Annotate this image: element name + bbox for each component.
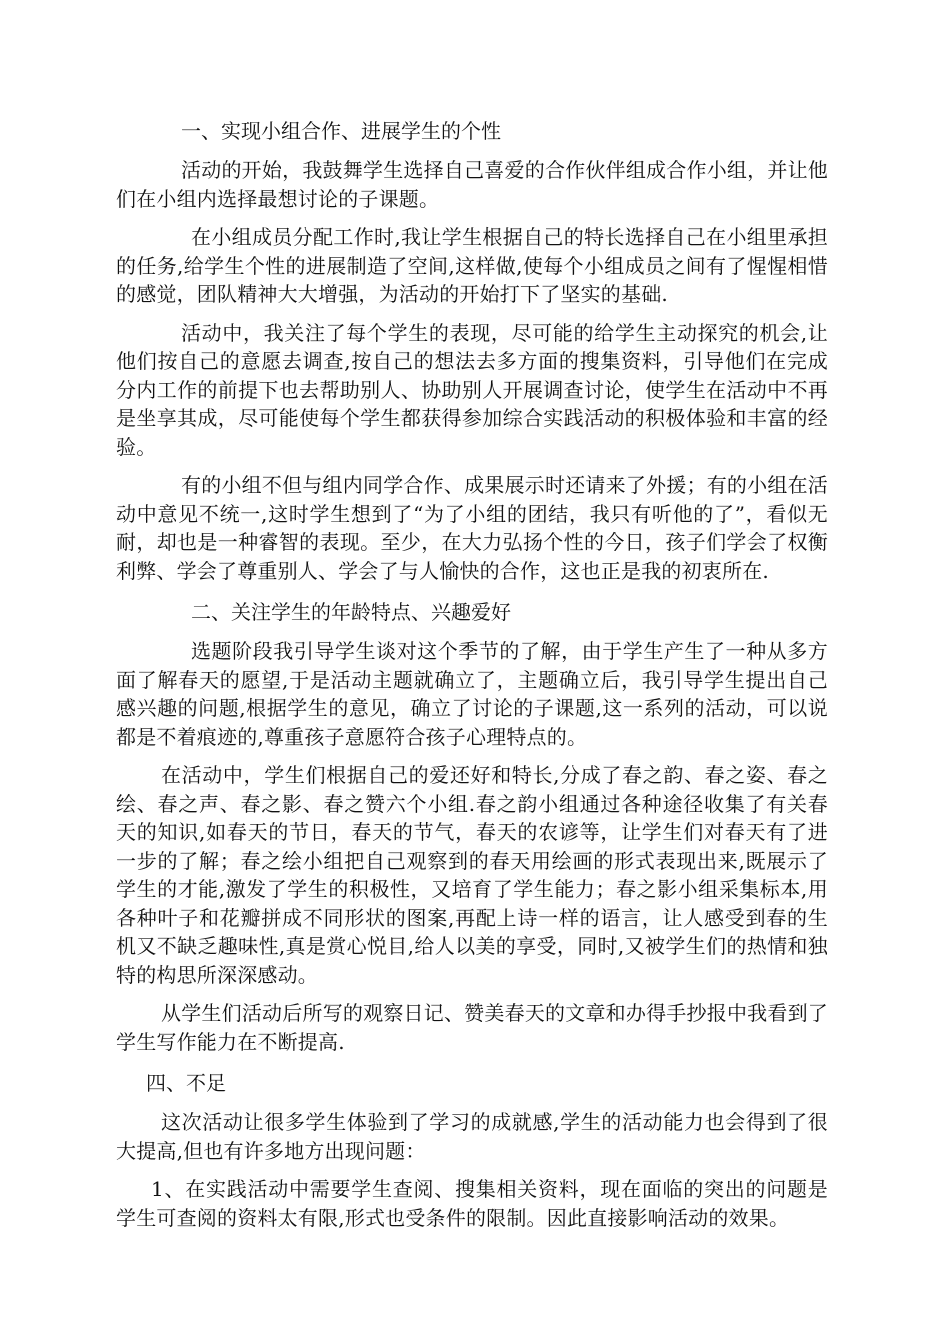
paragraph-8: 这次活动让很多学生体验到了学习的成就感,学生的活动能力也会得到了很大提高,但也有许多地方出现问题： (116, 1110, 828, 1163)
paragraph-2: 在小组成员分配工作时,我让学生根据自己的特长选择自己在小组里承担的任务,给学生个性的进展制造了空间,这样做,使每个小组成员之间有了惺惺相惜的感觉，团队精神大大增强，为活动的开始打下了坚实的基础. (116, 225, 828, 306)
paragraph-3: 活动中，我关注了每个学生的表现，尽可能的给学生主动探究的机会,让他们按自己的意愿去调查,按自己的想法去多方面的搜集资料，引导他们在完成分内工作的前提下也去帮助别人、协助别人开展调查讨论，使学生在活动中不再是坐享其成，尽可能使每个学生都获得参加综合实践活动的积极体验和丰富的经验。 (116, 320, 828, 459)
section-heading-1: 一、实现小组合作、进展学生的个性 (181, 119, 501, 143)
paragraph-1: 活动的开始，我鼓舞学生选择自己喜爱的合作伙伴组成合作小组，并让他们在小组内选择最想讨论的子课题。 (116, 158, 828, 211)
paragraph-4: 有的小组不但与组内同学合作、成果展示时还请来了外援；有的小组在活动中意见不统一,这时学生想到了“为了小组的团结，我只有听他的了”，看似无耐，却也是一种睿智的表现。至少，在大力弘扬个性的今日，孩子们学会了权衡利弊、学会了尊重别人、学会了与人愉快的合作，这也正是我的初衷所在. (116, 473, 828, 583)
section-heading-4: 四、不足 (146, 1071, 226, 1095)
paragraph-7: 从学生们活动后所写的观察日记、赞美春天的文章和办得手抄报中我看到了学生写作能力在不断提高. (116, 1001, 828, 1054)
paragraph-5: 选题阶段我引导学生谈对这个季节的了解，由于学生产生了一种从多方面了解春天的愿望,于是活动主题就确立了，主题确立后，我引导学生提出自己感兴趣的问题,根据学生的意见，确立了讨论的子课题,这一系列的活动，可以说都是不着痕迹的,尊重孩子意愿符合孩子心理特点的。 (116, 639, 828, 749)
section-heading-2: 二、关注学生的年龄特点、兴趣爱好 (191, 600, 511, 624)
paragraph-6: 在活动中，学生们根据自己的爱还好和特长,分成了春之韵、春之姿、春之绘、春之声、春之影、春之赞六个小组.春之韵小组通过各种途径收集了有关春天的知识,如春天的节日，春天的节气，春天的农谚等，让学生们对春天有了进一步的了解；春之绘小组把自己观察到的春天用绘画的形式表现出来,既展示了学生的才能,激发了学生的积极性，又培育了学生能力；春之影小组采集标本,用各种叶子和花瓣拼成不同形状的图案,再配上诗一样的语言，让人感受到春的生机又不缺乏趣味性,真是赏心悦目,给人以美的享受，同时,又被学生们的热情和独特的构思所深深感动。 (116, 763, 828, 987)
paragraph-9: 1、在实践活动中需要学生查阅、搜集相关资料，现在面临的突出的问题是学生可查阅的资料太有限,形式也受条件的限制。因此直接影响活动的效果。 (116, 1177, 828, 1230)
document-body (116, 114, 828, 1242)
